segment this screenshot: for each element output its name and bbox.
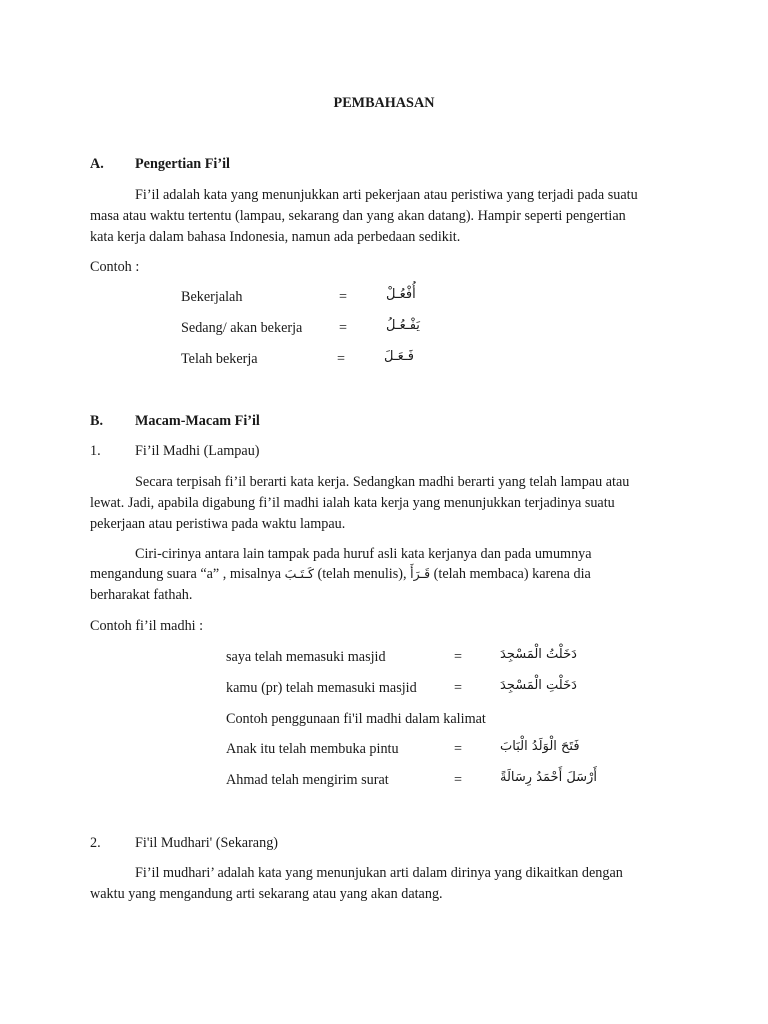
madhi-contoh-label: Contoh fi’il madhi : bbox=[90, 618, 204, 634]
madhi-kalimat-2-arabic: أَرْسَلَ أَحْمَدُ رِسَالَةً bbox=[500, 770, 597, 785]
madhi-paragraph-1-line-2: lewat. Jadi, apabila digabung fi’il madhi ialah kata kerja yang menunjukkan terjadinya suatu bbox=[90, 495, 615, 511]
madhi-paragraph-2-text-mid: (telah menulis), bbox=[317, 566, 407, 582]
subsection-1-number: 1. bbox=[90, 443, 101, 459]
section-a-letter: A. bbox=[90, 156, 104, 172]
madhi-example-2-equals: = bbox=[454, 680, 463, 696]
madhi-kalimat-1-indonesian: Anak itu telah membuka pintu bbox=[226, 741, 399, 757]
section-a-contoh-label: Contoh : bbox=[90, 259, 140, 275]
madhi-paragraph-2-line-3: berharakat fathah. bbox=[90, 587, 193, 603]
section-b-heading: Macam-Macam Fi’il bbox=[135, 413, 260, 429]
subsection-1-heading: Fi’il Madhi (Lampau) bbox=[135, 443, 260, 459]
madhi-paragraph-2-line-1: Ciri-cirinya antara lain tampak pada huruf asli kata kerjanya dan pada umumnya bbox=[135, 546, 592, 562]
madhi-paragraph-2-text-before: mengandung suara “a” , misalnya bbox=[90, 566, 282, 582]
arabic-example-kataba: كَـتَـبَ bbox=[284, 566, 314, 581]
example-a2-indonesian: Sedang/ akan bekerja bbox=[181, 320, 303, 336]
madhi-example-1-indonesian: saya telah memasuki masjid bbox=[226, 649, 386, 665]
example-a2-equals: = bbox=[339, 320, 348, 336]
madhi-kalimat-1-equals: = bbox=[454, 741, 463, 757]
example-a3-arabic: فَـعَـلَ bbox=[384, 349, 414, 364]
section-a-paragraph-line-1: Fi’il adalah kata yang menunjukkan arti pekerjaan atau peristiwa yang terjadi pada suatu bbox=[135, 187, 638, 203]
subsection-2-number: 2. bbox=[90, 835, 101, 851]
madhi-kalimat-2-equals: = bbox=[454, 772, 463, 788]
madhi-kalimat-1-arabic: فَتَحَ الْوَلَدُ الْبَابَ bbox=[500, 739, 580, 754]
example-a2-arabic: يَفْـعُـلُ bbox=[386, 318, 420, 333]
example-a3-equals: = bbox=[337, 351, 346, 367]
arabic-example-qaraa: قَـرَأَ bbox=[410, 566, 431, 581]
madhi-example-1-arabic: دَخَلْتُ الْمَسْجِدَ bbox=[500, 647, 577, 662]
madhi-paragraph-2-line-2 bbox=[90, 567, 591, 581]
section-b-letter: B. bbox=[90, 413, 104, 429]
madhi-example-2-indonesian: kamu (pr) telah memasuki masjid bbox=[226, 680, 417, 696]
madhi-example-2-arabic: دَخَلْتِ الْمَسْجِدَ bbox=[500, 678, 577, 693]
page-title: PEMBAHASAN bbox=[333, 95, 435, 111]
mudhari-paragraph-line-1: Fi’il mudhari’ adalah kata yang menunjukan arti dalam dirinya yang dikaitkan dengan bbox=[135, 865, 623, 881]
section-a-paragraph-line-3: kata kerja dalam bahasa Indonesia, namun ada perbedaan sedikit. bbox=[90, 229, 461, 245]
madhi-paragraph-2-text-after: (telah membaca) karena dia bbox=[433, 566, 591, 582]
example-a1-equals: = bbox=[339, 289, 348, 305]
example-a1-arabic: أُفْعُـلْ bbox=[386, 287, 416, 302]
madhi-kalimat-label: Contoh penggunaan fi'il madhi dalam kalimat bbox=[226, 711, 486, 727]
section-a-paragraph-line-2: masa atau waktu tertentu (lampau, sekarang dan yang akan datang). Hampir seperti pengertian bbox=[90, 208, 626, 224]
subsection-2-heading: Fi'il Mudhari' (Sekarang) bbox=[135, 835, 279, 851]
madhi-example-1-equals: = bbox=[454, 649, 463, 665]
section-a-heading: Pengertian Fi’il bbox=[135, 156, 230, 172]
madhi-paragraph-1-line-3: pekerjaan atau peristiwa pada waktu lampau. bbox=[90, 516, 346, 532]
mudhari-paragraph-line-2: waktu yang mengandung arti sekarang atau yang akan datang. bbox=[90, 886, 443, 902]
madhi-kalimat-2-indonesian: Ahmad telah mengirim surat bbox=[226, 772, 389, 788]
madhi-paragraph-1-line-1: Secara terpisah fi’il berarti kata kerja. Sedangkan madhi berarti yang telah lampau atau bbox=[135, 474, 630, 490]
example-a3-indonesian: Telah bekerja bbox=[181, 351, 258, 367]
example-a1-indonesian: Bekerjalah bbox=[181, 289, 243, 305]
